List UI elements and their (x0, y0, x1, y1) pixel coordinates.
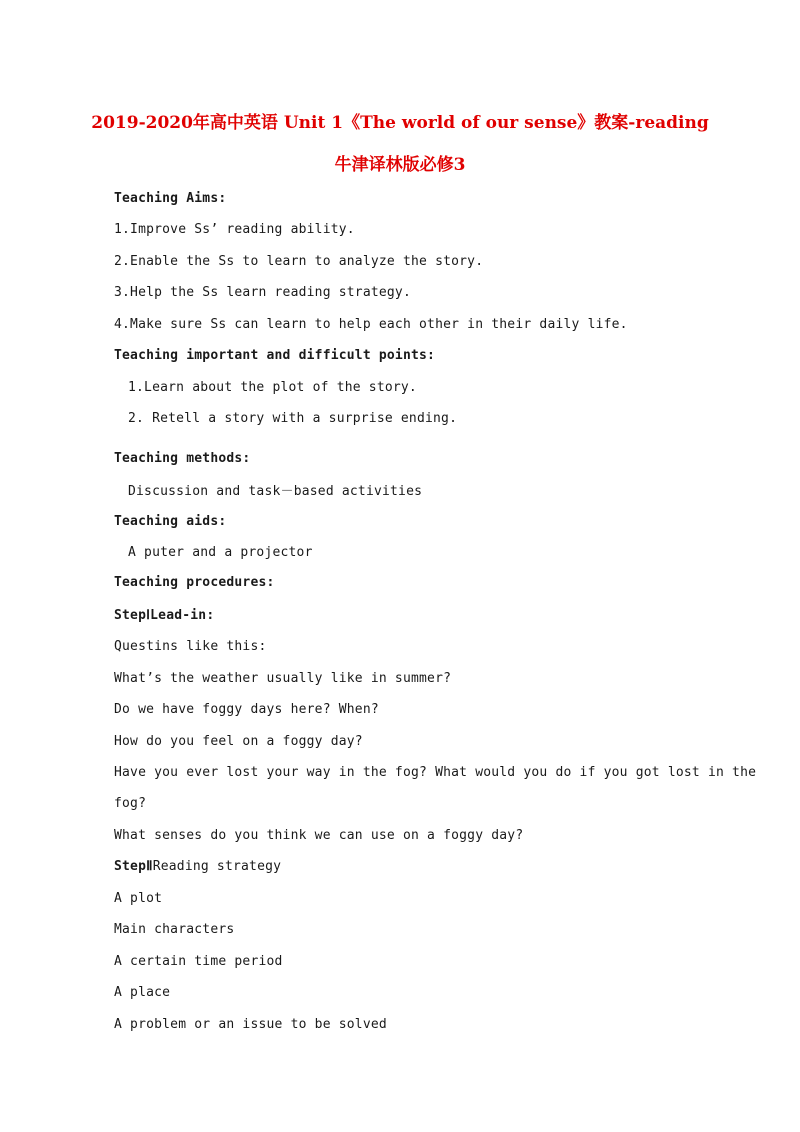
point-item: 2. Retell a story with a surprise ending. (128, 411, 458, 426)
step2-line: Main characters (114, 922, 235, 937)
step1-line: fog? (114, 796, 147, 811)
document-title-line-2: 牛津译林版必修3 (334, 155, 466, 175)
step1-line: What’s the weather usually like in summer? (114, 671, 452, 686)
points-heading: Teaching important and difficult points: (114, 348, 436, 363)
point-item: 1.Learn about the plot of the story. (128, 380, 417, 395)
aids-text: A puter and a projector (128, 545, 313, 560)
methods-heading: Teaching methods: (114, 451, 251, 466)
step1-line: What senses do you think we can use on a foggy day? (114, 828, 524, 843)
aim-item: 3.Help the Ss learn reading strategy. (114, 285, 411, 300)
step1-line: Questins like this: (114, 639, 267, 654)
aims-heading: Teaching Aims: (114, 191, 227, 206)
document-title-line-1: 2019-2020年高中英语 Unit 1《The world of our sense》教案-reading (91, 113, 709, 133)
step2-heading-rest: Reading strategy (152, 859, 282, 874)
aids-heading: Teaching aids: (114, 514, 227, 529)
step2-line: A certain time period (114, 954, 283, 969)
aim-item: 1.Improve Ss’ reading ability. (114, 222, 355, 237)
step1-line: Have you ever lost your way in the fog? What would you do if you got lost in the (114, 765, 757, 780)
aim-item: 4.Make sure Ss can learn to help each other in their daily life. (114, 317, 628, 332)
step2-line: A plot (114, 891, 163, 906)
step2-heading: StepⅡ (114, 859, 153, 874)
step1-line: Do we have foggy days here? When? (114, 702, 379, 717)
methods-text: Discussion and task－based activities (128, 484, 423, 499)
step1-line: How do you feel on a foggy day? (114, 734, 363, 749)
step2-heading-row (114, 859, 281, 874)
procedures-heading: Teaching procedures: (114, 575, 275, 590)
step2-line: A problem or an issue to be solved (114, 1017, 387, 1032)
step2-line: A place (114, 985, 171, 1000)
step1-heading: StepⅠLead-in: (114, 608, 215, 623)
aim-item: 2.Enable the Ss to learn to analyze the story. (114, 254, 484, 269)
